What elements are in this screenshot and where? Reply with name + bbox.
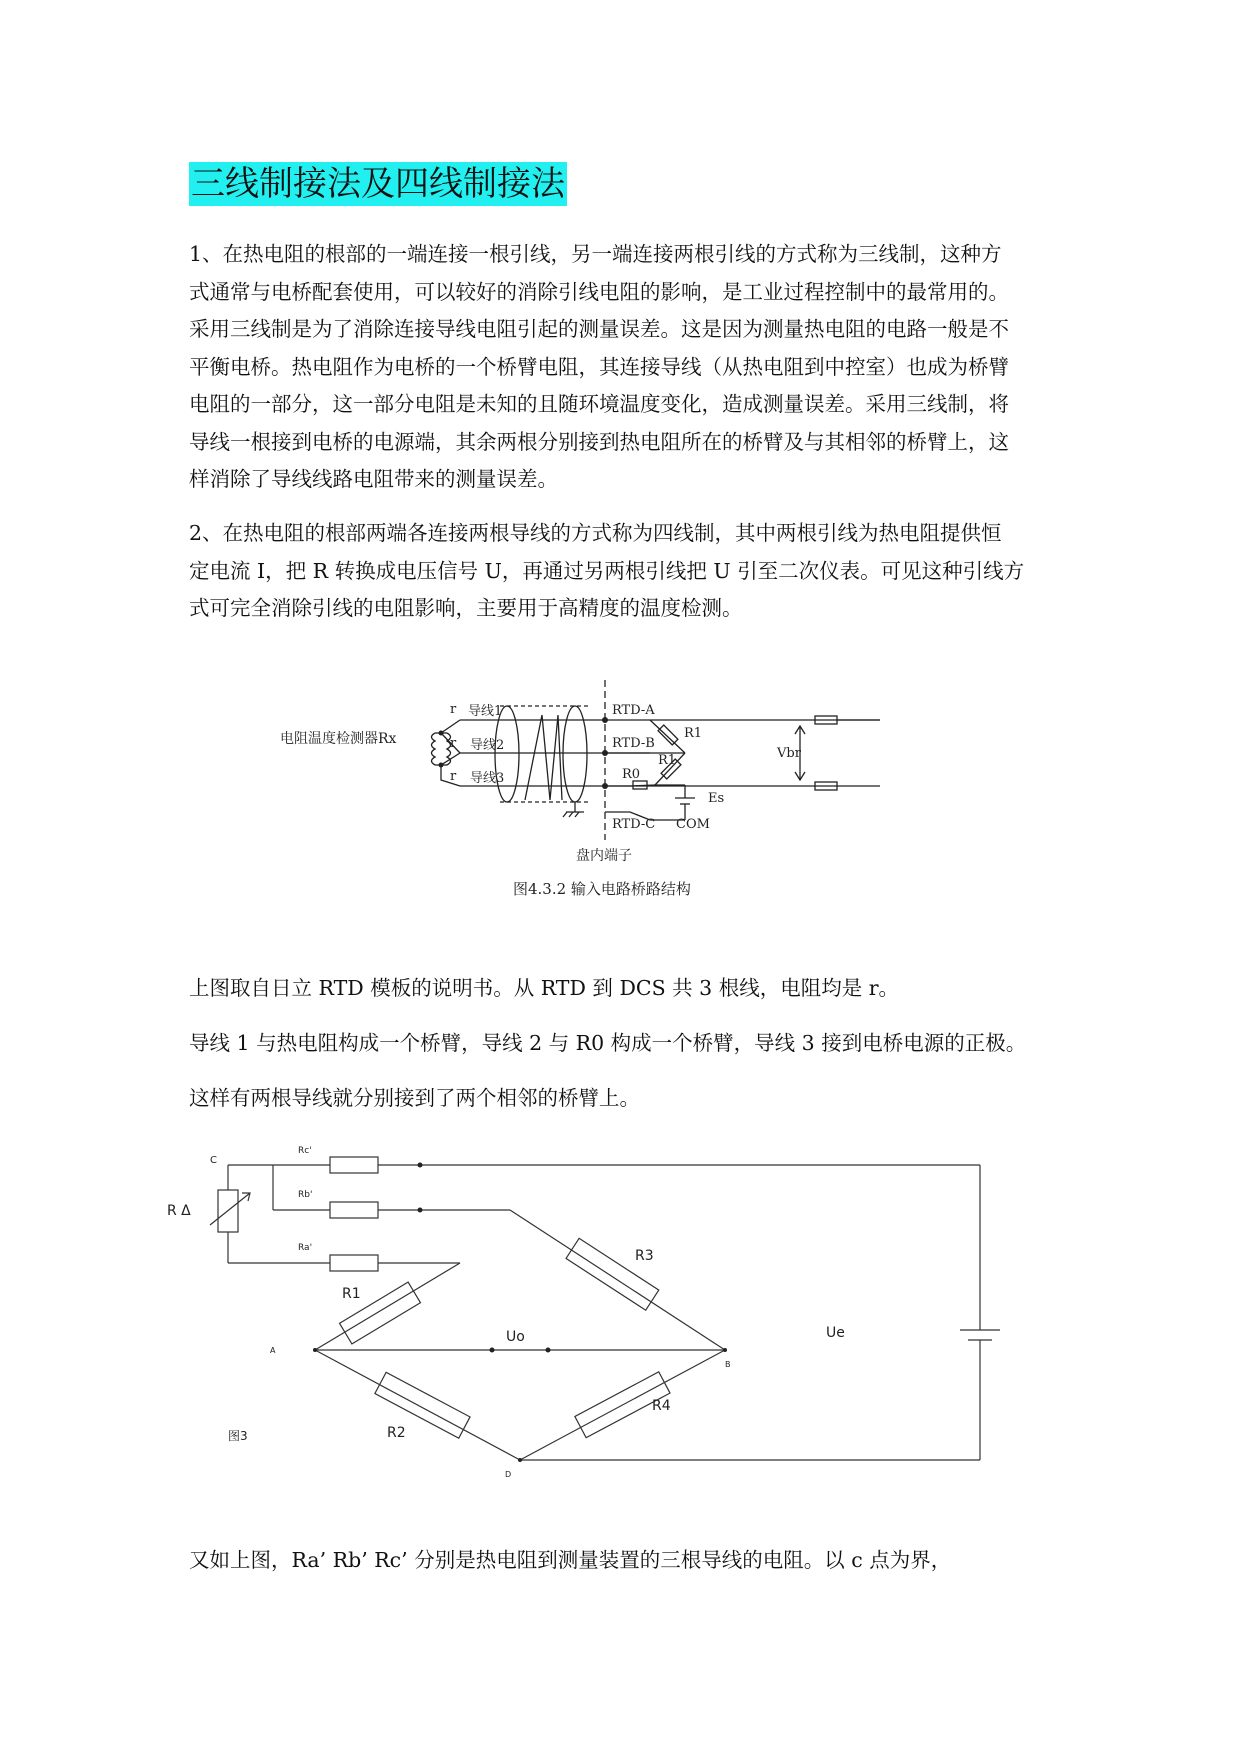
r4-label: R4 bbox=[652, 1398, 671, 1414]
paragraph-figure-source bbox=[189, 970, 1069, 1008]
r2-label: R2 bbox=[387, 1425, 406, 1441]
uo-label: Uo bbox=[506, 1329, 525, 1345]
terminal-label: 盘内端子 bbox=[576, 848, 632, 864]
text-line: 导线 1 与热电阻构成一个桥臂，导线 2 与 R0 构成一个桥臂，导线 3 接到电桥电源的正极。 bbox=[189, 1031, 1027, 1055]
figure-caption: 图4.3.2 输入电路桥路结构 bbox=[513, 880, 691, 898]
sensor-label: 电阻温度检测器Rx bbox=[280, 731, 397, 747]
text-line: 平衡电桥。热电阻作为电桥的一个桥臂电阻，其连接导线（从热电阻到中控室）也成为桥臂 bbox=[189, 354, 1009, 379]
text-line: 采用三线制是为了消除连接导线电阻引起的测量误差。这是因为测量热电阻的电路一般是不 bbox=[189, 317, 1009, 341]
text-line: 式可完全消除引线的电阻影响，主要用于高精度的温度检测。 bbox=[189, 596, 743, 620]
text-line: 上图取自日立 RTD 模板的说明书。从 RTD 到 DCS 共 3 根线，电阻均是 r。 bbox=[189, 976, 900, 1000]
r1-label: R1 bbox=[684, 726, 703, 741]
r1-label: R1 bbox=[342, 1286, 361, 1302]
rc-label: Rc' bbox=[298, 1146, 312, 1156]
paragraph-adjacent-arms bbox=[189, 1080, 1069, 1118]
r-label: r bbox=[450, 736, 457, 751]
page-title: 三线制接法及四线制接法 bbox=[191, 164, 565, 204]
text-line: 式通常与电桥配套使用，可以较好的消除引线电阻的影响，是工业过程控制中的最常用的。 bbox=[189, 279, 1009, 304]
node-b-label: B bbox=[725, 1360, 731, 1369]
text-line: 定电流 I，把 R 转换成电压信号 U，再通过另两根引线把 U 引至二次仪表。可见这种引线方 bbox=[189, 558, 1025, 583]
paragraph-lead-resistance bbox=[189, 1542, 1069, 1580]
wheatstone-bridge-figure bbox=[167, 1135, 1080, 1485]
text-line: 电阻的一部分，这一部分电阻是未知的且随环境温度变化，造成测量误差。采用三线制，将 bbox=[189, 392, 1009, 416]
text-line: 2、在热电阻的根部两端各连接两根导线的方式称为四线制，其中两根引线为热电阻提供恒 bbox=[189, 521, 1002, 545]
com-label: COM bbox=[676, 817, 710, 832]
rb-label: Rb' bbox=[298, 1190, 313, 1200]
node-c-label: C bbox=[210, 1155, 217, 1166]
r-label: r bbox=[450, 702, 457, 717]
r-label: r bbox=[450, 769, 457, 784]
paragraph-four-wire bbox=[189, 515, 1069, 628]
rtd-bridge-circuit-figure bbox=[280, 670, 1000, 925]
r0-label: R0 bbox=[622, 767, 641, 782]
r1-label: R1 bbox=[658, 753, 677, 768]
wheatstone-bridge-diagram bbox=[167, 1135, 1080, 1485]
ue-label: Ue bbox=[826, 1325, 845, 1341]
text-line: 样消除了导线线路电阻带来的测量误差。 bbox=[189, 467, 558, 491]
ra-label: Ra' bbox=[298, 1243, 313, 1253]
r3-label: R3 bbox=[635, 1248, 654, 1264]
paragraph-wire-arms bbox=[189, 1025, 1069, 1063]
text-line: 这样有两根导线就分别接到了两个相邻的桥臂上。 bbox=[189, 1086, 640, 1110]
rtd-a-label: RTD-A bbox=[612, 703, 655, 718]
node-d-label: D bbox=[505, 1470, 512, 1479]
rtd-bridge-circuit-diagram bbox=[280, 670, 1000, 925]
node-a-label: A bbox=[270, 1346, 276, 1355]
paragraph-three-wire bbox=[189, 236, 1069, 499]
text-line: 1、在热电阻的根部的一端连接一根引线，另一端连接两根引线的方式称为三线制，这种方 bbox=[189, 242, 1002, 266]
rtd-b-label: RTD-B bbox=[612, 736, 655, 751]
wire-label: 导线2 bbox=[470, 738, 505, 753]
figure-label: 图3 bbox=[228, 1429, 248, 1443]
text-line: 又如上图，Ra’ Rb’ Rc’ 分别是热电阻到测量装置的三根导线的电阻。以 c 点为界， bbox=[189, 1548, 952, 1572]
es-label: Es bbox=[708, 791, 725, 806]
text-line: 导线一根接到电桥的电源端，其余两根分别接到热电阻所在的桥臂及与其相邻的桥臂上，这 bbox=[189, 429, 1009, 454]
vbr-label: Vbr bbox=[777, 746, 801, 761]
r-delta-label: R Δ bbox=[167, 1203, 191, 1219]
wire-label: 导线3 bbox=[470, 771, 505, 786]
wire-label: 导线1 bbox=[468, 704, 503, 719]
rtd-c-label: RTD-C bbox=[612, 817, 656, 832]
